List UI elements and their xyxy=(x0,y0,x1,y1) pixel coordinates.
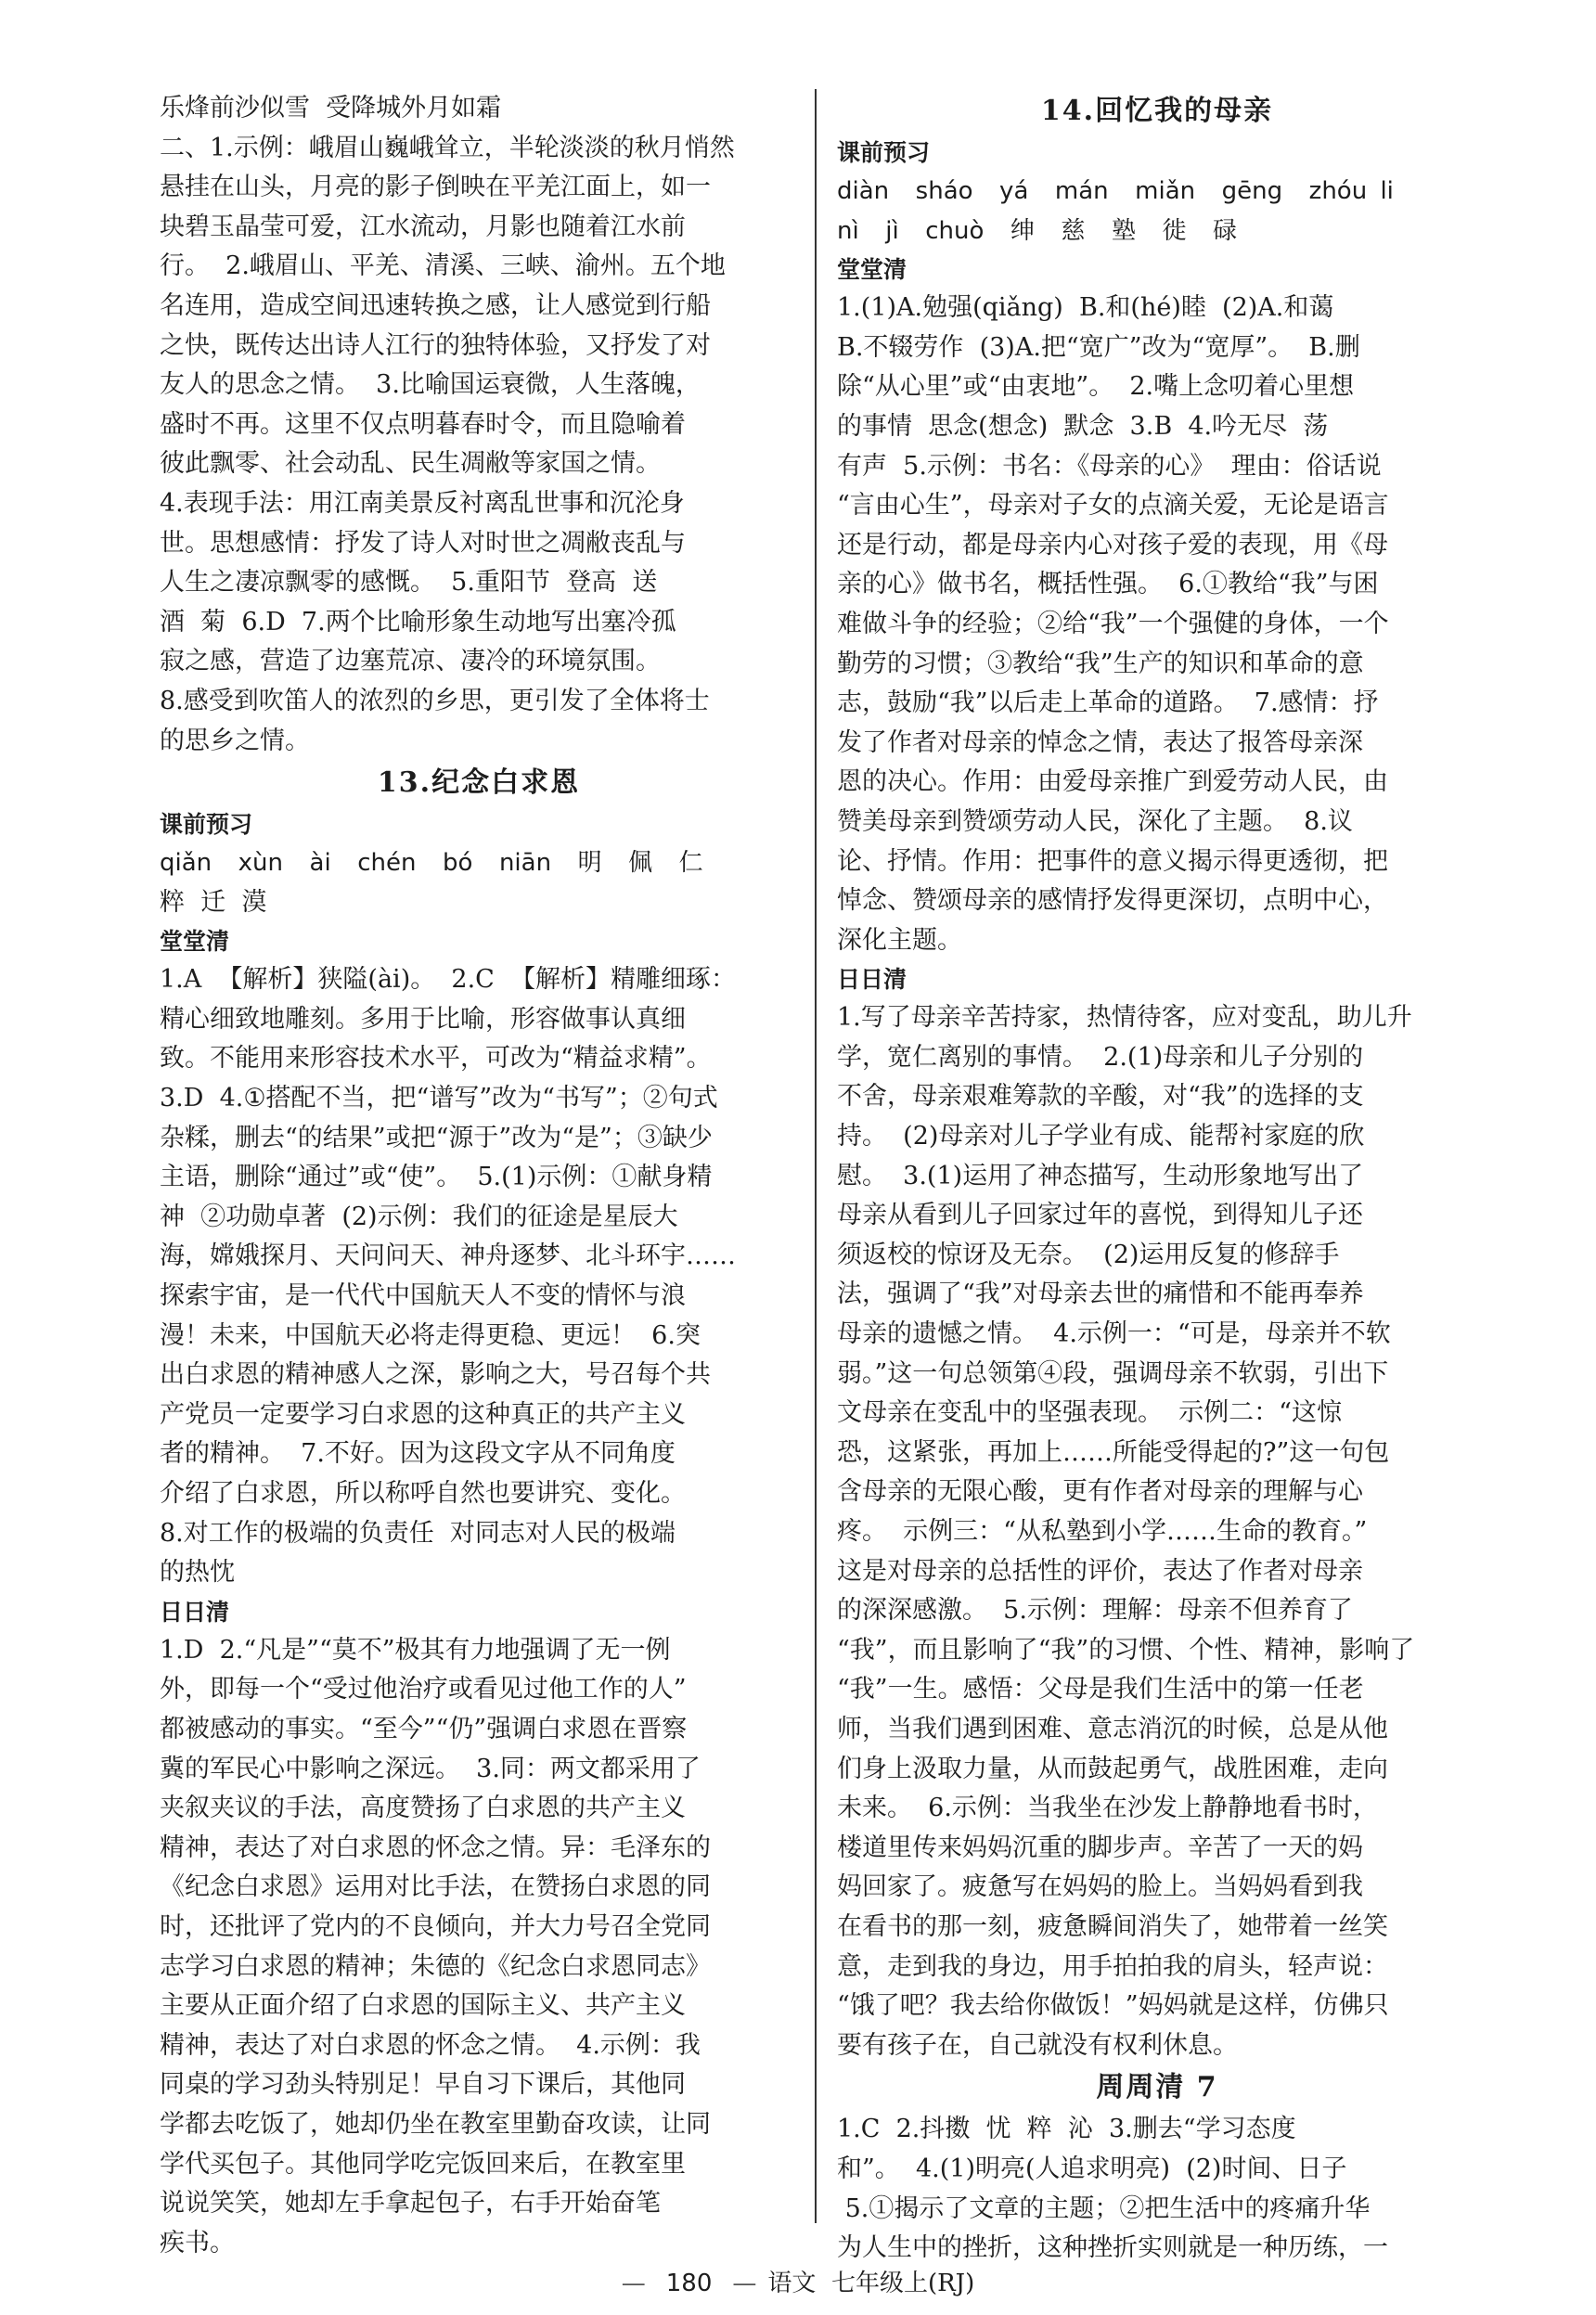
text-line: 文母亲在变乱中的坚强表现。 示例二：“这惊 xyxy=(837,1398,1342,1428)
daily-answers-13 xyxy=(160,1631,798,2264)
text-line: 须返校的惊讶及无奈。 (2)运用反复的修辞手 xyxy=(837,1240,1340,1269)
text-line: 还是行动，都是母亲内心对孩子爱的表现，用《母 xyxy=(837,530,1388,559)
text-line: 法，强调了“我”对母亲去世的痛惜和不能再奉养 xyxy=(837,1280,1364,1309)
text-line: 这是对母亲的总括性的评价，表达了作者对母亲 xyxy=(837,1556,1363,1586)
text-line: 为人生中的挫折，这种挫折实则就是一种历练，一 xyxy=(837,2233,1388,2263)
text-line: 疼。 示例三：“从私塾到小学……生命的教育。” xyxy=(837,1517,1368,1546)
text-line: 乐烽前沙似雪 受降城外月如霜 xyxy=(160,94,502,122)
text-line: 的热忱 xyxy=(160,1558,235,1588)
text-line: 妈回家了。疲惫写在妈妈的脸上。当妈妈看到我 xyxy=(837,1872,1363,1902)
text-line: 友人的思念之情。 3.比喻国运衰微，人生落魄， xyxy=(160,370,701,400)
text-line: 5.①揭示了文章的主题；②把生活中的疼痛升华 xyxy=(837,2193,1371,2223)
text-line: 主要从正面介绍了白求恩的国际主义、共产主义 xyxy=(160,1991,686,2021)
text-line: 弱。”这一句总领第④段，强调母亲不软弱，引出下 xyxy=(837,1358,1389,1388)
text-line: 发了作者对母亲的悼念之情，表达了报答母亲深 xyxy=(837,727,1363,757)
footer-dash-left: — xyxy=(621,2270,646,2297)
text-line: 同桌的学习劲头特别足！早自习下课后，其他同 xyxy=(160,2070,686,2100)
text-line: 神 ②功勋卓著 (2)示例：我们的征途是星辰大 xyxy=(160,1202,678,1231)
text-line: 精神，表达了对白求恩的怀念之情。 4.示例：我 xyxy=(160,2030,701,2060)
text-line: 8.对工作的极端的负责任 对同志对人民的极端 xyxy=(160,1518,676,1548)
section-title-weekly: 周周清 7 xyxy=(1096,2071,1218,2104)
text-line: 母亲从看到儿子回家过年的喜悦，到得知儿子还 xyxy=(837,1201,1363,1230)
text-line: 人生之凄凉飘零的感慨。 5.重阳节 登高 送 xyxy=(160,568,658,598)
class-answers-13 xyxy=(160,960,798,1593)
footer-grade: 七年级上(RJ) xyxy=(830,2270,975,2297)
text-line: 1.C 2.抖擞 忧 粹 沁 3.删去“学习态度 xyxy=(837,2115,1296,2144)
text-line: 意，走到我的身边，用手拍拍我的肩头，轻声说： xyxy=(837,1951,1388,1981)
text-line: 致。不能用来形容技术水平，可改为“精益求精”。 xyxy=(160,1044,712,1074)
text-line: 之快，既传达出诗人江行的独特体验，又抒发了对 xyxy=(160,330,711,360)
heading-daily-13: 日日清 xyxy=(160,1598,230,1626)
text-line: 的事情 思念(想念) 默念 3.B 4.吟无尽 荡 xyxy=(837,411,1329,441)
footer-dash-right: — xyxy=(732,2270,757,2297)
text-line: 含母亲的无限心酸，更有作者对母亲的理解与心 xyxy=(837,1477,1363,1507)
text-line: 亲的心》做书名，概括性强。 6.①教给“我”与困 xyxy=(837,570,1379,599)
text-line: 志学习白求恩的精神；朱德的《纪念白求恩同志》 xyxy=(160,1951,711,1981)
text-line: 精神，表达了对白求恩的怀念之情。异：毛泽东的 xyxy=(160,1833,711,1862)
text-line: 慰。 3.(1)运用了神态描写，生动形象地写出了 xyxy=(837,1161,1364,1190)
weekly-answers xyxy=(837,2110,1477,2268)
text-line: 主语，删除“通过”或“使”。 5.(1)示例：①献身精 xyxy=(160,1163,713,1192)
text-line: 1.A 【解析】狭隘(ài)。 2.C 【解析】精雕细琢： xyxy=(160,965,736,995)
text-line: 在看书的那一刻，疲惫瞬间消失了，她带着一丝笑 xyxy=(837,1911,1388,1941)
column-divider xyxy=(815,89,817,2223)
text-line: 精心细致地雕刻。多用于比喻，形容做事认真细 xyxy=(160,1004,686,1034)
text-line: 冀的军民心中影响之深远。 3.同：两文都采用了 xyxy=(160,1754,701,1783)
text-line: “言由心生”，母亲对子女的点滴关爱，无论是语言 xyxy=(837,491,1389,521)
text-line: 寂之感，营造了边塞荒凉、凄冷的环境氛围。 xyxy=(160,647,661,676)
text-line: 的思乡之情。 xyxy=(160,726,310,755)
text-line: 赞美母亲到赞颂劳动人民，深化了主题。 8.议 xyxy=(837,806,1353,836)
text-line: 母亲的遗憾之情。 4.示例一：“可是，母亲并不软 xyxy=(837,1319,1391,1349)
text-line: 师，当我们遇到困难、意志消沉的时候，总是从他 xyxy=(837,1714,1388,1743)
text-line: 4.表现手法：用江南美景反衬离乱世事和沉沦身 xyxy=(160,488,685,518)
text-line: 持。 (2)母亲对儿子学业有成、能帮衬家庭的欣 xyxy=(837,1122,1365,1151)
heading-preview-13: 课前预习 xyxy=(160,811,253,839)
text-line: 块碧玉晶莹可爱，江水流动，月影也随着江水前 xyxy=(160,212,686,241)
section-title-13: 13.纪念白求恩 xyxy=(377,766,581,800)
text-line: 行。 2.峨眉山、平羌、清溪、三峡、渝州。五个地 xyxy=(160,251,726,281)
text-line: 时，还批评了党内的不良倾向，并大力号召全党同 xyxy=(160,1911,711,1941)
class-answers-14 xyxy=(837,289,1477,960)
text-line: 难做斗争的经验；②给“我”一个强健的身体，一个 xyxy=(837,609,1389,638)
text-line: 恐，这紧张，再加上……所能受得起的?”这一句包 xyxy=(837,1437,1390,1467)
text-line: 悼念、赞颂母亲的感情抒发得更深切，点明中心， xyxy=(837,886,1388,916)
text-line: 疾书。 xyxy=(160,2228,235,2257)
text-line: 出白求恩的精神感人之深，影响之大，号召每个共 xyxy=(160,1360,711,1390)
footer-subject: 语文 xyxy=(767,2270,817,2297)
text-line: 1.写了母亲辛苦持家，热情待客，应对变乱，助儿升 xyxy=(837,1003,1412,1033)
text-line: 都被感动的事实。“至今”“仍”强调白求恩在晋察 xyxy=(160,1714,688,1743)
pinyin-line-14: diàn sháo yá mán miǎn gēng zhóu li xyxy=(837,177,1394,205)
text-line: 悬挂在山头，月亮的影子倒映在平羌江面上，如一 xyxy=(160,173,711,202)
text-line: 要有孩子在，自己就没有权利休息。 xyxy=(837,2030,1238,2060)
text-line: 楼道里传来妈妈沉重的脚步声。辛苦了一天的妈 xyxy=(837,1833,1363,1862)
section-title-14: 14.回忆我的母亲 xyxy=(1040,95,1274,127)
text-line: 学，宽仁离别的事情。 2.(1)母亲和儿子分别的 xyxy=(837,1042,1364,1072)
daily-answers-14 xyxy=(837,998,1477,2065)
text-line: 恩的决心。作用：由爱母亲推广到爱劳动人民，由 xyxy=(837,767,1388,797)
text-line: 世。思想感情：抒发了诗人对时世之凋敝丧乱与 xyxy=(160,528,686,558)
text-line: 探索宇宙，是一代代中国航天人不变的情怀与浪 xyxy=(160,1281,686,1311)
text-line: 和”。 4.(1)明亮(人追求明亮) (2)时间、日子 xyxy=(837,2154,1347,2183)
text-line: 介绍了白求恩，所以称呼自然也要讲究、变化。 xyxy=(160,1479,686,1508)
page-number: 180 xyxy=(665,2270,713,2297)
text-line: 《纪念白求恩》运用对比手法，在赞扬白求恩的同 xyxy=(160,1872,711,1902)
right-column xyxy=(837,89,1477,2269)
text-line: 的深深感激。 5.示例：理解：母亲不但养育了 xyxy=(837,1596,1353,1626)
text-line: 酒 菊 6.D 7.两个比喻形象生动地写出塞冷孤 xyxy=(160,607,676,637)
text-line: 勤劳的习惯；③教给“我”生产的知识和革命的意 xyxy=(837,649,1364,678)
text-line: 漫！未来，中国航天必将走得更稳、更远！ 6.突 xyxy=(160,1320,701,1350)
pinyin-line-14b: nì jì chuò 绅 慈 塾 徙 碌 xyxy=(837,216,1238,245)
text-line: 盛时不再。这里不仅点明暮春时令，而且隐喻着 xyxy=(160,409,686,439)
left-column xyxy=(160,89,798,2263)
text-line: 论、抒情。作用：把事件的意义揭示得更透彻，把 xyxy=(837,846,1388,876)
text-line: 除“从心里”或“由衷地”。 2.嘴上念叨着心里想 xyxy=(837,372,1355,402)
text-line: 们身上汲取力量，从而鼓起勇气，战胜困难，走向 xyxy=(837,1754,1388,1783)
text-line: 说说笑笑，她却左手拿起包子，右手开始奋笔 xyxy=(160,2189,661,2219)
text-line: 深化主题。 xyxy=(837,925,962,955)
text-line: 未来。 6.示例：当我坐在沙发上静静地看书时， xyxy=(837,1794,1378,1823)
text-line: 8.感受到吹笛人的浓烈的乡思，更引发了全体将士 xyxy=(160,686,710,715)
text-line: 海，嫦娥探月、天问问天、神舟逐梦、北斗环宇…… xyxy=(160,1241,736,1271)
text-line: “我”一生。感悟：父母是我们生活中的第一任老 xyxy=(837,1675,1364,1704)
text-line: 二、1.示例：峨眉山巍峨耸立，半轮淡淡的秋月悄然 xyxy=(160,133,735,162)
text-line: “我”，而且影响了“我”的习惯、个性、精神，影响了 xyxy=(837,1635,1415,1665)
poem-answers-block xyxy=(160,89,798,761)
text-line: 产党员一定要学习白求恩的这种真正的共产主义 xyxy=(160,1399,686,1429)
text-line: 学都去吃饭了，她却仍坐在教室里勤奋攻读，让同 xyxy=(160,2109,711,2139)
text-line: “饿了吧？我去给你做饭！”妈妈就是这样，仿佛只 xyxy=(837,1991,1389,2021)
text-line: 外，即每一个“受过他治疗或看见过他工作的人” xyxy=(160,1675,687,1704)
text-line: 彼此飘零、社会动乱、民生凋敝等家国之情。 xyxy=(160,449,661,479)
text-line: 1.(1)A.勉强(qiǎng) B.和(hé)睦 (2)A.和蔼 xyxy=(837,293,1334,323)
text-line: 3.D 4.①搭配不当，把“谱写”改为“书写”；②句式 xyxy=(160,1084,718,1113)
text-line: 杂糅，删去“的结果”或把“源于”改为“是”；③缺少 xyxy=(160,1123,713,1152)
pinyin-line-13: qiǎn xùn ài chén bó niān 明 佩 仁 xyxy=(160,849,703,878)
heading-class-13: 堂堂清 xyxy=(160,928,230,956)
chars-line-13: 粹 迁 漠 xyxy=(160,887,267,917)
heading-class-14: 堂堂清 xyxy=(837,256,907,284)
text-line: B.不辍劳作 (3)A.把“宽广”改为“宽厚”。 B.删 xyxy=(837,332,1360,362)
text-line: 不舍，母亲艰难筹款的辛酸，对“我”的选择的支 xyxy=(837,1082,1364,1112)
text-line: 有声 5.示例：书名：《母亲的心》 理由：俗话说 xyxy=(837,451,1382,481)
text-line: 志，鼓励“我”以后走上革命的道路。 7.感情：抒 xyxy=(837,688,1379,718)
text-line: 学代买包子。其他同学吃完饭回来后，在教室里 xyxy=(160,2149,686,2179)
text-line: 者的精神。 7.不好。因为这段文字从不同角度 xyxy=(160,1439,676,1469)
heading-daily-14: 日日清 xyxy=(837,966,907,994)
heading-preview-14: 课前预习 xyxy=(837,139,931,166)
page-footer xyxy=(0,2268,1596,2299)
text-line: 1.D 2.“凡是”“莫不”极其有力地强调了无一例 xyxy=(160,1635,671,1665)
text-line: 夹叙夹议的手法，高度赞扬了白求恩的共产主义 xyxy=(160,1794,686,1823)
text-line: 名连用，造成空间迅速转换之感，让人感觉到行船 xyxy=(160,290,711,320)
